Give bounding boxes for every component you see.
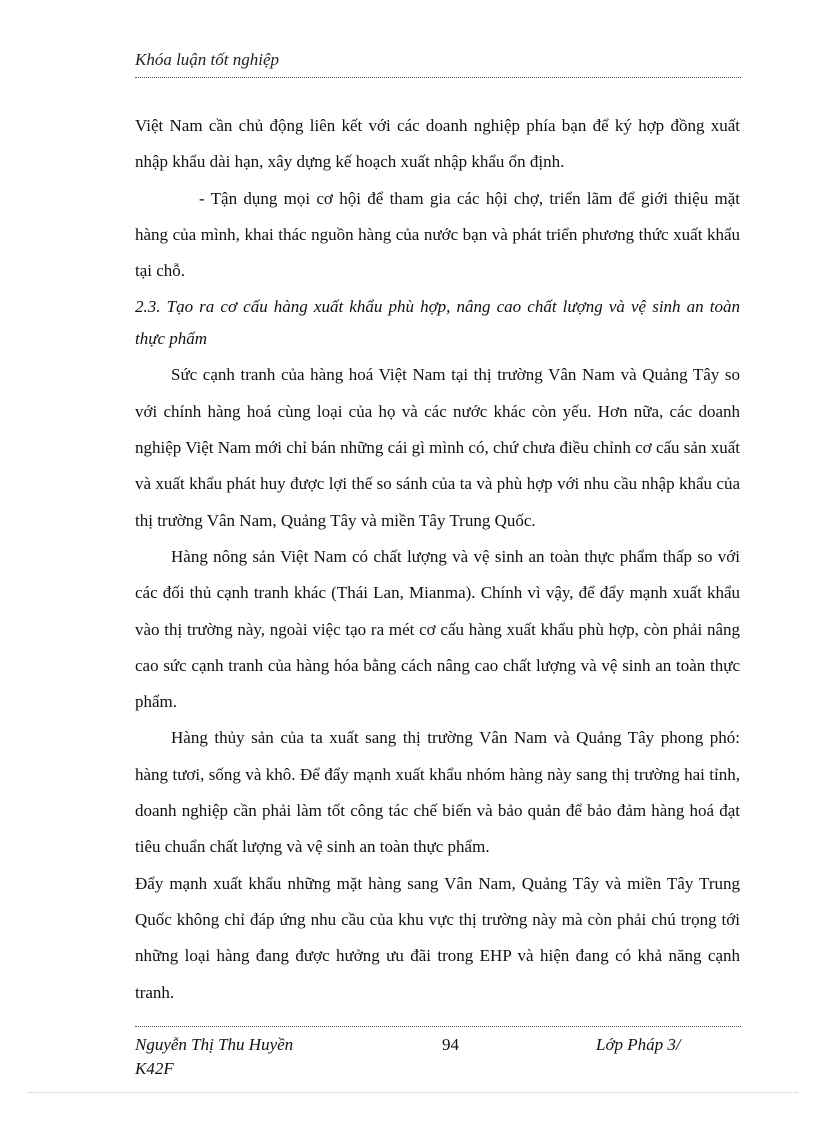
footer-class: Lớp Pháp 3/ (596, 1035, 681, 1054)
paragraph-4: Hàng nông sản Việt Nam có chất lượng và vệ sinh an toàn thực phẩm thấp so với các đối thủ cạnh tranh khác (Thái Lan, Mianma). Chính vì vậy, để đẩy mạnh xuất khẩu vào thị trường này, ngoài việc tạo ra mét cơ cấu hàng xuất khẩu phù hợp, còn phải nâng cao sức cạnh tranh của hàng hóa bằng cách nâng cao chất lượng và vệ sinh an toàn thực phẩm. (135, 546, 740, 712)
document-header-title: Khóa luận tốt nghiệp (135, 50, 280, 69)
paragraph-6: Đẩy mạnh xuất khẩu những mặt hàng sang Vân Nam, Quảng Tây và miền Tây Trung Quốc không chỉ đáp ứng nhu cầu của khu vực thị trường này mà còn phải chú trọng tới những loại hàng đang được hưởng ưu đãi trong EHP và hiện đang có khả năng cạnh tranh. (135, 873, 740, 1002)
paragraph-3: Sức cạnh tranh của hàng hoá Việt Nam tại thị trường Vân Nam và Quảng Tây so với chính hàng hoá cùng loại của họ và các nước khác còn yếu. Hơn nữa, các doanh nghiệp Việt Nam mới chỉ bán những cái gì mình có, chứ chưa điều chỉnh cơ cấu sản xuất và xuất khẩu phát huy được lợi thế so sánh của ta và phù hợp với nhu cầu nhập khẩu của thị trường Vân Nam, Quảng Tây và miền Tây Trung Quốc. (135, 365, 740, 530)
paragraph-5: Hàng thủy sản của ta xuất sang thị trường Vân Nam và Quảng Tây phong phó: hàng tươi, sống và khô. Để đẩy mạnh xuất khẩu nhóm hàng này sang thị trường hai tỉnh, doanh nghiệp cần phải làm tốt công tác chế biến và bảo quản để bảo đảm hàng hoá đạt tiêu chuẩn chất lượng và vệ sinh an toàn thực phẩm. (135, 728, 740, 857)
section-heading: 2.3. Tạo ra cơ cấu hàng xuất khẩu phù hợp, nâng cao chất lượng và vệ sinh an toàn thực phẩm (135, 297, 740, 349)
page-number: 94 (442, 1035, 459, 1054)
footer-author: Nguyễn Thị Thu Huyền (135, 1035, 294, 1054)
page-bottom-border (28, 1092, 798, 1093)
footer-divider (135, 1026, 741, 1027)
paragraph-2: - Tận dụng mọi cơ hội để tham gia các hội chợ, triển lãm để giới thiệu mặt hàng của mình, khai thác nguồn hàng của nước bạn và phát triển phương thức xuất khẩu tại chỗ. (135, 188, 740, 281)
paragraph-1: Việt Nam cần chủ động liên kết với các doanh nghiệp phía bạn để ký hợp đồng xuất nhập khẩu dài hạn, xây dựng kế hoạch xuất nhập khẩu ổn định. (135, 116, 740, 172)
footer-class-code: K42F (135, 1059, 174, 1078)
page-content (135, 108, 740, 1011)
header-divider (135, 77, 741, 78)
